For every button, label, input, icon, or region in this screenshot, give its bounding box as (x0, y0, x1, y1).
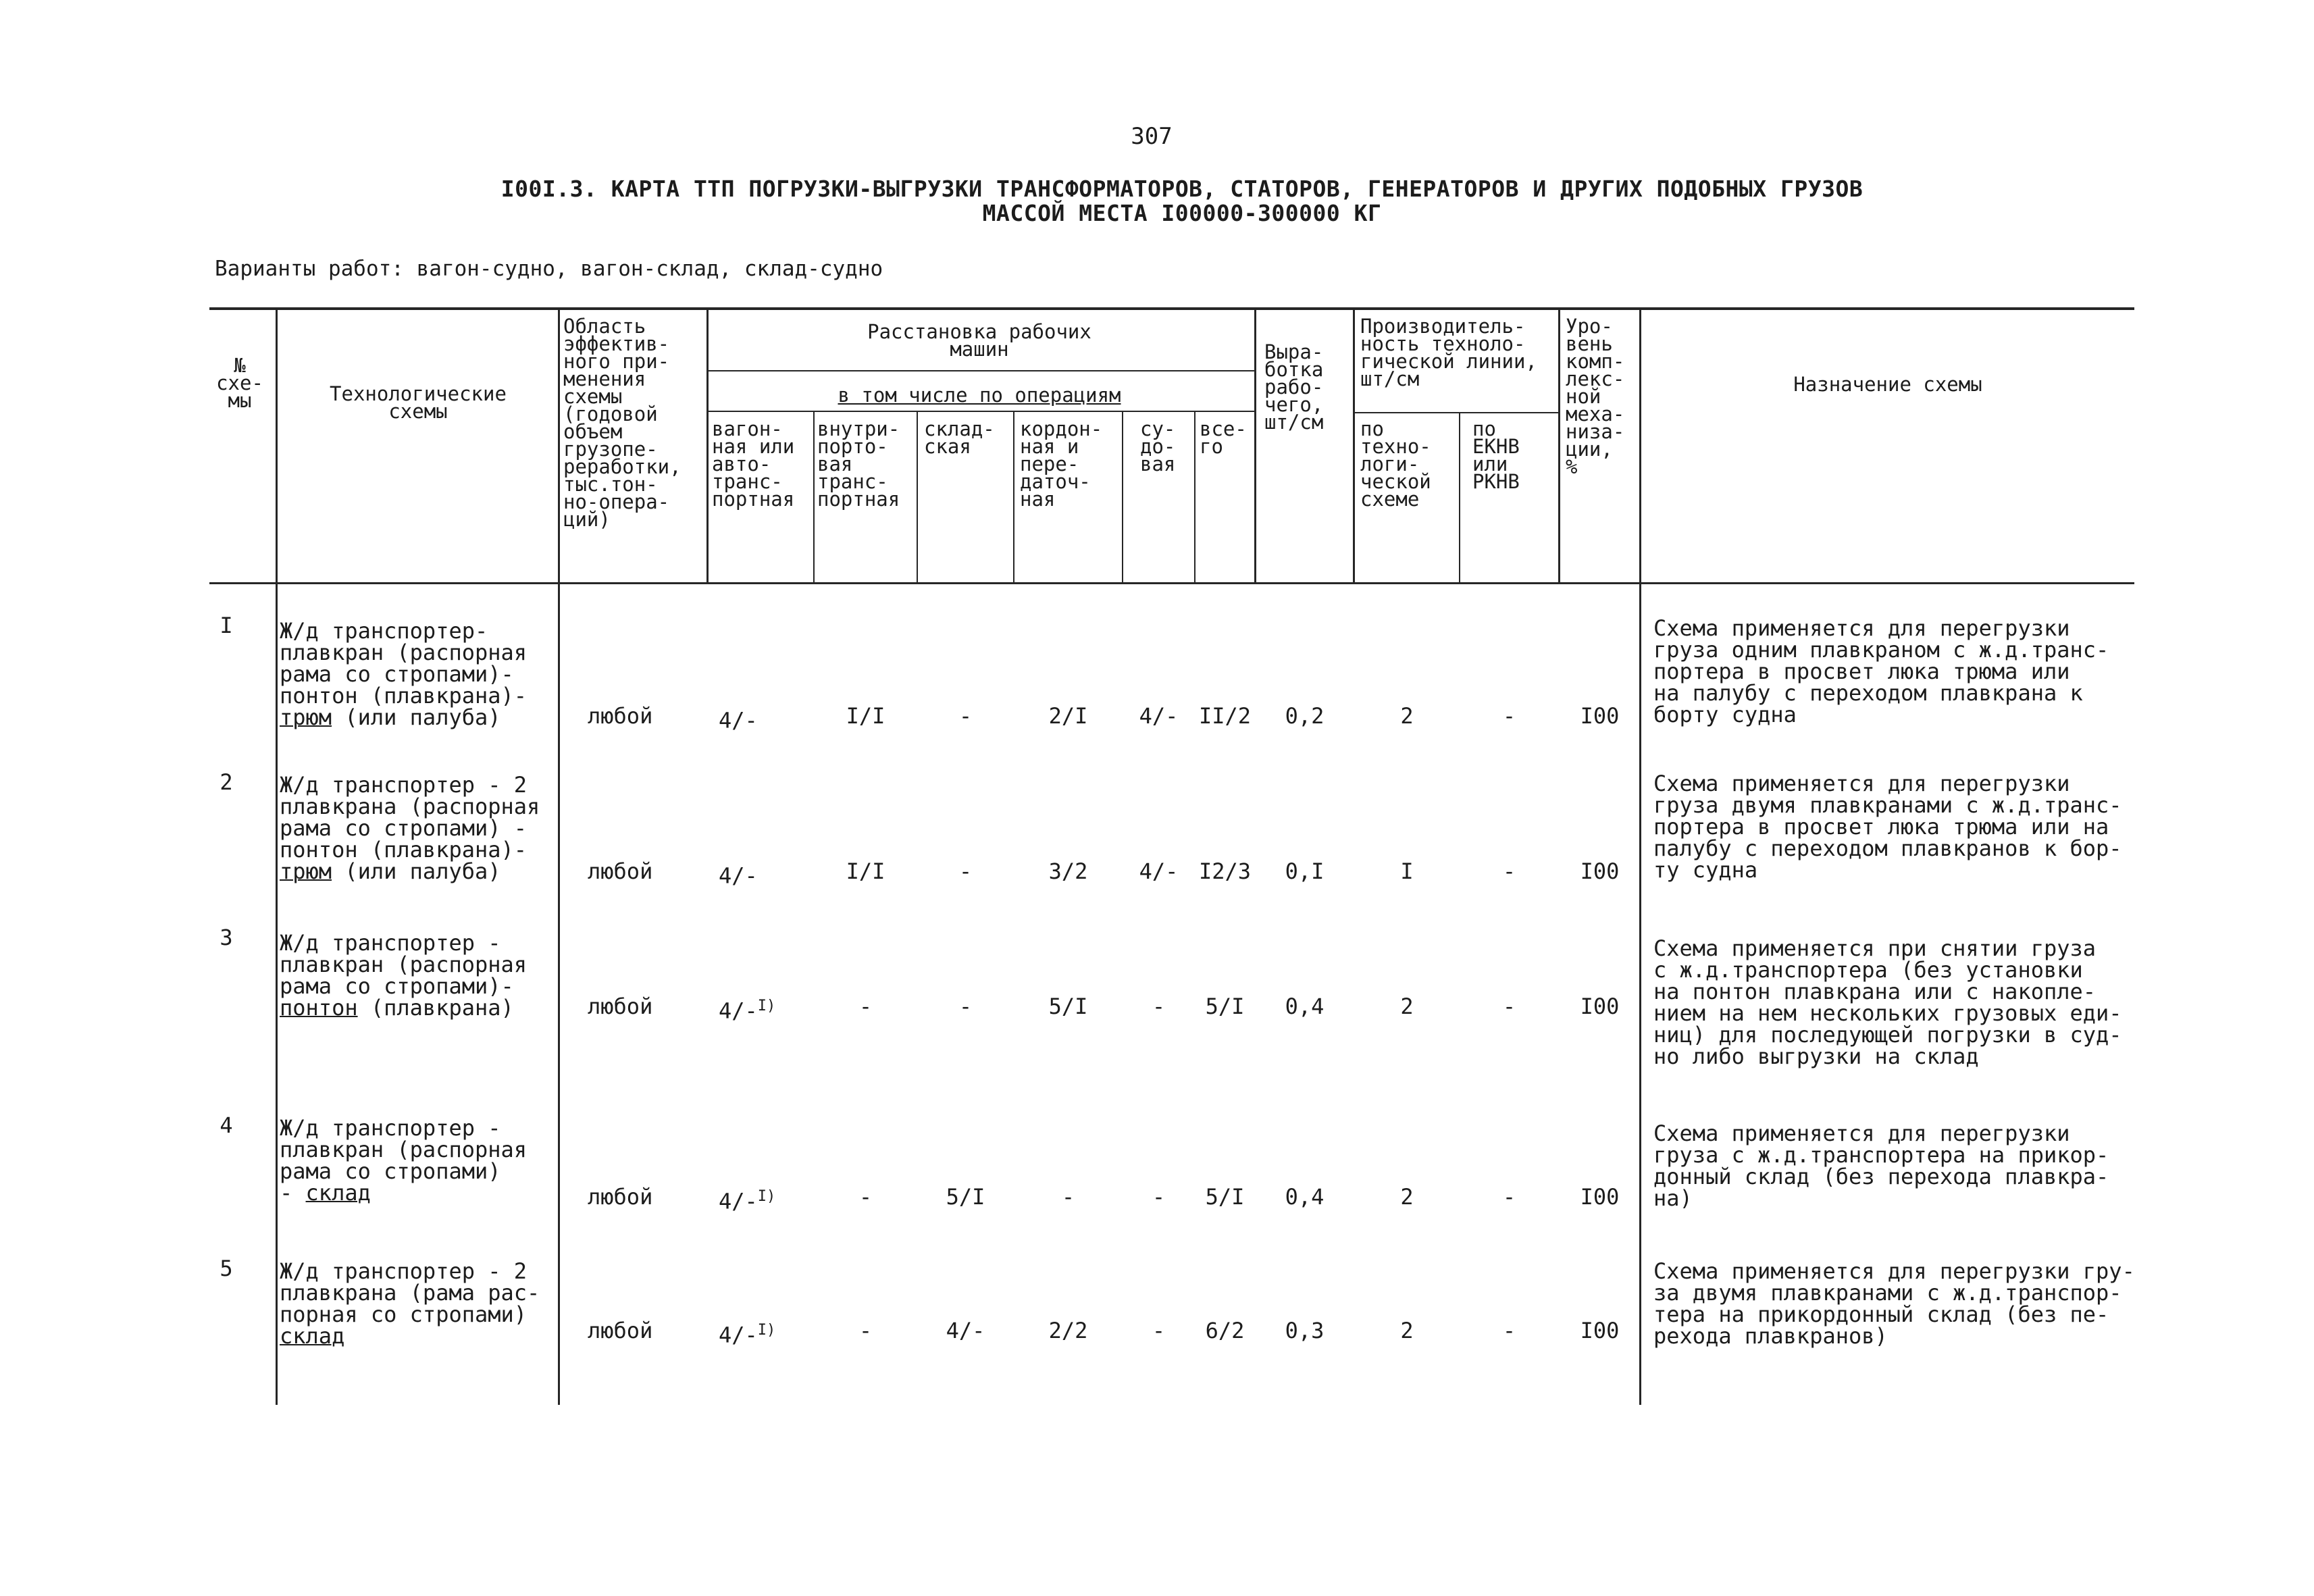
work-variants: Варианты работ: вагон-судно, вагон-склад, склад-судно (215, 257, 883, 281)
prod-by-eknv: - (1502, 858, 1516, 884)
prod-by-scheme: 2 (1400, 1184, 1414, 1210)
op-warehouse: 5/I (946, 1184, 985, 1210)
op-rear: - (1061, 1184, 1075, 1210)
op-warehouse: - (958, 994, 973, 1019)
mechanization-level: I00 (1580, 703, 1620, 729)
scheme-description: Ж/д транспортер- плавкран (распорная рама со стропами)- понтон (плавкрана)- трюм (или палуба) (280, 618, 528, 730)
scheme-description: Ж/д транспортер - 2 плавкрана (рама рас- порная со стропами) склад (280, 1258, 540, 1349)
header-op-rear: кордон- ная и пере- даточ- ная (1020, 417, 1103, 511)
header-op-wagon: вагон- ная или авто- транс- портная (712, 417, 795, 511)
op-rear: 5/I (1048, 994, 1088, 1019)
worker-output: 0,2 (1285, 703, 1325, 729)
op-intraport: - (858, 1318, 873, 1343)
scheme-number: 2 (220, 769, 233, 795)
application-area: любой (588, 994, 653, 1019)
scheme-purpose: Схема применяется для перегрузки гру- за двумя плавкранами с ж.д.транспор- тера на прикордонный склад (без пе- рехода плавкранов) (1653, 1258, 2135, 1349)
scheme-purpose: Схема применяется для перегрузки груза одним плавкраном с ж.д.транс- портера в просвет люка трюма или на палубу с переходом плавкрана к борту судна (1653, 615, 2109, 727)
scheme-description: Ж/д транспортер - плавкран (распорная рама со стропами) - склад (280, 1115, 528, 1206)
op-intraport: I/I (846, 858, 885, 884)
op-warehouse: 4/- (946, 1318, 985, 1343)
prod-by-scheme: I (1400, 858, 1414, 884)
header-op-total: все- го (1200, 417, 1247, 458)
prod-by-eknv: - (1502, 1184, 1516, 1210)
op-total: II/2 (1198, 703, 1252, 729)
title-line-1: I00I.3. КАРТА ТТП ПОГРУЗКИ-ВЫГРУЗКИ ТРАНСФОРМАТОРОВ, СТАТОРОВ, ГЕНЕРАТОРОВ И ДРУГИХ ПОДОБНЫХ ГРУЗОВ (500, 176, 1863, 202)
op-wagon: 4/- (719, 707, 758, 733)
header-by-operations: в том числе по операциям (838, 384, 1121, 407)
application-area: любой (588, 1184, 653, 1210)
mechanization-level: I00 (1580, 1184, 1620, 1210)
op-warehouse: - (958, 858, 973, 884)
op-rear: 2/2 (1048, 1318, 1088, 1343)
prod-by-scheme: 2 (1400, 703, 1414, 729)
header-prod-by-scheme: по техно- логи- ческой схеме (1360, 417, 1431, 511)
op-total: I2/3 (1198, 858, 1252, 884)
op-intraport: I/I (846, 703, 885, 729)
op-ship: - (1152, 1318, 1166, 1343)
op-total: 6/2 (1205, 1318, 1245, 1343)
header-technological-schemes: Технологические схемы (330, 382, 507, 423)
op-warehouse: - (958, 703, 973, 729)
prod-by-eknv: - (1502, 1318, 1516, 1343)
worker-output: 0,I (1285, 858, 1325, 884)
document-title (405, 177, 1959, 226)
title-line-2: МАССОЙ МЕСТА I00000-300000 КГ (982, 200, 1382, 226)
op-ship: - (1152, 994, 1166, 1019)
header-worker-output: Выра- ботка рабо- чего, шт/см (1264, 340, 1324, 434)
scheme-purpose: Схема применяется для перегрузки груза с ж.д.транспортера на прикор- донный склад (без перехода плавкра- на) (1653, 1121, 2109, 1211)
mechanization-level: I00 (1580, 858, 1620, 884)
header-mechanization-level: Уро- вень комп- лекс- ной меха- низа- ции, % (1566, 315, 1625, 478)
op-intraport: - (858, 994, 873, 1019)
header-prod-by-eknv: по ЕКНВ или РКНВ (1472, 417, 1520, 493)
scheme-number: 5 (220, 1256, 233, 1281)
op-rear: 2/I (1048, 703, 1088, 729)
header-application-area: Область эффектив- ного при- менения схемы (годовой объем грузопе- реработки, тыс.тон- но-опера- ций) (563, 315, 682, 531)
mechanization-level: I00 (1580, 1318, 1620, 1343)
op-ship: 4/- (1139, 858, 1179, 884)
worker-output: 0,4 (1285, 994, 1325, 1019)
worker-output: 0,3 (1285, 1318, 1325, 1343)
header-scheme-number: № схе- мы (216, 354, 263, 412)
op-ship: 4/- (1139, 703, 1179, 729)
application-area: любой (588, 703, 653, 729)
header-op-intraport: внутри- порто- вая транс- портная (817, 417, 900, 511)
scheme-number: 4 (220, 1112, 233, 1138)
op-wagon: 4/- (719, 863, 758, 889)
prod-by-eknv: - (1502, 994, 1516, 1019)
header-op-warehouse: склад- ская (924, 417, 995, 458)
op-total: 5/I (1205, 994, 1245, 1019)
op-total: 5/I (1205, 1184, 1245, 1210)
header-op-ship: су- до- вая (1140, 417, 1176, 475)
header-scheme-purpose: Назначение схемы (1793, 373, 1982, 396)
application-area: любой (588, 1318, 653, 1343)
op-wagon: 4/-$^{I)}$ (719, 998, 776, 1024)
worker-output: 0,4 (1285, 1184, 1325, 1210)
op-rear: 3/2 (1048, 858, 1088, 884)
scheme-purpose: Схема применяется при снятии груза с ж.д.транспортера (без установки на понтон плавкрана или с накопле- нием на нем нескольких грузовых еди- ниц) для последующей погрузки в суд- но либо выгрузки на склад (1653, 935, 2122, 1069)
scheme-purpose: Схема применяется для перегрузки груза двумя плавкранами с ж.д.транс- портера в просвет люка трюма или на палубу с переходом плавкранов к бор- ту судна (1653, 771, 2122, 883)
op-wagon: 4/-$^{I)}$ (719, 1322, 776, 1348)
prod-by-scheme: 2 (1400, 994, 1414, 1019)
scheme-description: Ж/д транспортер - 2 плавкрана (распорная рама со стропами) - понтон (плавкрана)- трюм (или палуба) (280, 772, 540, 884)
scheme-number: 3 (220, 925, 233, 950)
scheme-number: I (220, 613, 233, 638)
page-number: 307 (1131, 123, 1173, 150)
prod-by-scheme: 2 (1400, 1318, 1414, 1343)
scheme-description: Ж/д транспортер - плавкран (распорная рама со стропами)- понтон (плавкрана) (280, 930, 528, 1021)
mechanization-level: I00 (1580, 994, 1620, 1019)
header-machine-placement: Расстановка рабочих машин (867, 320, 1091, 361)
op-ship: - (1152, 1184, 1166, 1210)
prod-by-eknv: - (1502, 703, 1516, 729)
op-wagon: 4/-$^{I)}$ (719, 1188, 776, 1214)
application-area: любой (588, 858, 653, 884)
op-intraport: - (858, 1184, 873, 1210)
header-productivity: Производитель- ность техноло- гической линии, шт/см (1360, 315, 1537, 390)
